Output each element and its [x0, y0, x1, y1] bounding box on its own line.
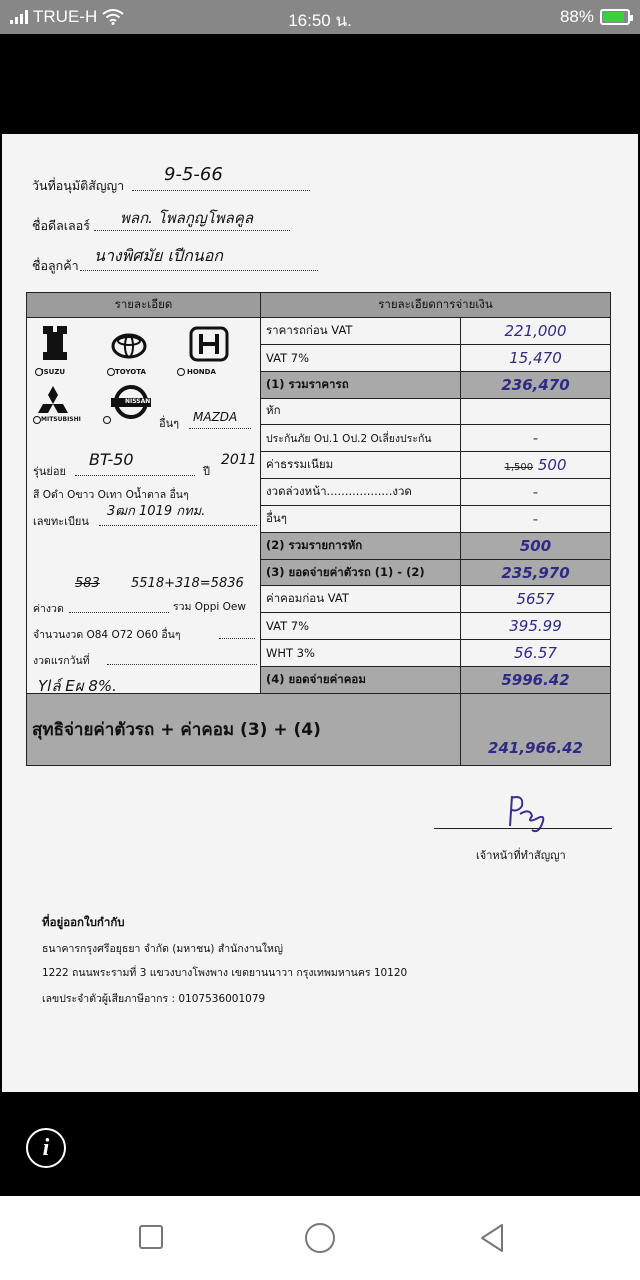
model-label: รุ่นย่อย — [33, 465, 66, 478]
battery-percent: 88% — [559, 7, 594, 26]
address-line-3: เลขประจำตัวผู้เสียภาษีอากร : 0107536001079 — [42, 993, 266, 1005]
struck-fee: 1,500 — [504, 462, 534, 474]
row-label: หัก — [261, 398, 461, 425]
battery-icon — [600, 9, 630, 25]
row-value: 500 — [461, 532, 611, 559]
row-value — [461, 398, 611, 425]
row-label: อื่นๆ — [261, 505, 461, 532]
vehicle-details-cell: ISUZU TOYOTA HONDA MITSUBISHI NISSAN อื่นๆ MAZDA รุ่นย่อย BT-50 ปี 2011 สี Oดำ Oขาว Oเทา Oน้ำตาล อื่นๆ เลขทะเบียน 3ฒก 1019 กทม. 583 5518+318=5836 ค่างวด รวม Oppi Oew จำนวนงวด O84 O72 O60 อื่นๆ งวดแรกวันที่ — [27, 318, 261, 694]
row-label: VAT 7% — [261, 344, 461, 371]
row-value: 5657 — [461, 586, 611, 613]
row-value: 5996.42 — [461, 666, 611, 693]
signer-label: เจ้าหน้าที่ทำสัญญา — [476, 849, 566, 862]
other-brand-value: MAZDA — [193, 410, 238, 424]
row-value: - — [461, 479, 611, 506]
net-total-label: สุทธิจ่ายค่าตัวรถ + ค่าคอม (3) + (4) — [27, 694, 461, 766]
installment-label: ค่างวด — [33, 603, 64, 615]
row-label: งวดล่วงหน้า..................งวด — [261, 479, 461, 506]
row-label: (4) ยอดจ่ายค่าคอม — [261, 666, 461, 693]
recents-button[interactable] — [138, 1224, 164, 1250]
registration-label: เลขทะเบียน — [33, 515, 89, 528]
info-icon[interactable]: i — [26, 1128, 66, 1168]
row-value: 236,470 — [461, 371, 611, 398]
installment-calc-value: 5518+318=5836 — [131, 576, 244, 591]
status-bar — [0, 0, 640, 34]
dealer-label: ชื่อดีลเลอร์ — [32, 218, 90, 233]
row-label: ค่าคอมก่อน VAT — [261, 586, 461, 613]
installment-old-value: 583 — [75, 576, 100, 591]
address-line-2: 1222 ถนนพระรามที่ 3 แขวงบางโพงพาง เขตยานนาวา กรุงเทพมหานคร 10120 — [42, 967, 408, 979]
address-line-1: ธนาคารกรุงศรีอยุธยา จำกัด (มหาชน) สำนักงานใหญ่ — [42, 943, 283, 955]
registration-value: 3ฒก 1019 กทม. — [107, 504, 206, 519]
row-label: WHT 3% — [261, 640, 461, 667]
customer-value: นางพิศมัย เปีกนอก — [94, 246, 223, 265]
row-label: ราคารถก่อน VAT — [261, 318, 461, 345]
row-value: 221,000 — [461, 318, 611, 345]
home-button[interactable] — [304, 1222, 336, 1254]
document-photo — [2, 134, 638, 1092]
row-value — [461, 452, 611, 479]
nissan-icon — [104, 387, 152, 424]
row-label: (3) ยอดจ่ายค่าตัวรถ (1) - (2) — [261, 559, 461, 586]
model-value: BT-50 — [89, 450, 134, 469]
navigation-bar — [0, 1196, 640, 1280]
row-label: VAT 7% — [261, 613, 461, 640]
row-value: 15,470 — [461, 344, 611, 371]
year-value: 2011 — [221, 452, 257, 468]
carrier-label: TRUE-H — [33, 7, 98, 26]
other-brand-label: อื่นๆ — [159, 417, 180, 430]
customer-label: ชื่อลูกค้า — [32, 258, 79, 273]
details-header: รายละเอียด — [27, 293, 261, 318]
net-total-value: 241,966.42 — [461, 694, 611, 766]
address-title: ที่อยู่ออกใบกำกับ — [42, 915, 125, 929]
row-label: ค่าธรรมเนียม — [261, 452, 461, 479]
approve-date-value: 9-5-66 — [164, 164, 223, 185]
row-value: - — [461, 505, 611, 532]
payment-details-header: รายละเอียดการจ่ายเงิน — [261, 293, 611, 318]
clock: 16:50 น. — [288, 11, 352, 30]
dealer-value: พลก. โพลกูญโพลคูล — [120, 209, 254, 227]
row-value: 56.57 — [461, 640, 611, 667]
approve-date-label: วันที่อนุมัติสัญญา — [32, 178, 125, 193]
back-button[interactable] — [478, 1222, 506, 1254]
row-label: ประกันภัย Oป.1 Oป.2 Oเลี่ยงประกัน — [261, 425, 461, 452]
row-value: - — [461, 425, 611, 452]
row-value: 395.99 — [461, 613, 611, 640]
row-label: (1) รวมราคารถ — [261, 371, 461, 398]
rate-note: Ylล์ Eผ 8%. — [38, 677, 117, 695]
color-options: สี Oดำ Oขาว Oเทา Oน้ำตาล อื่นๆ — [33, 489, 189, 501]
fee-value: 500 — [537, 456, 567, 475]
term-options: จำนวนงวด O84 O72 O60 อื่นๆ — [33, 629, 181, 641]
row-label: (2) รวมรายการหัก — [261, 532, 461, 559]
first-due-label: งวดแรกวันที่ — [33, 655, 90, 667]
installment-suffix: รวม Oppi Oew — [173, 601, 246, 613]
row-value: 235,970 — [461, 559, 611, 586]
year-label: ปี — [203, 465, 210, 478]
